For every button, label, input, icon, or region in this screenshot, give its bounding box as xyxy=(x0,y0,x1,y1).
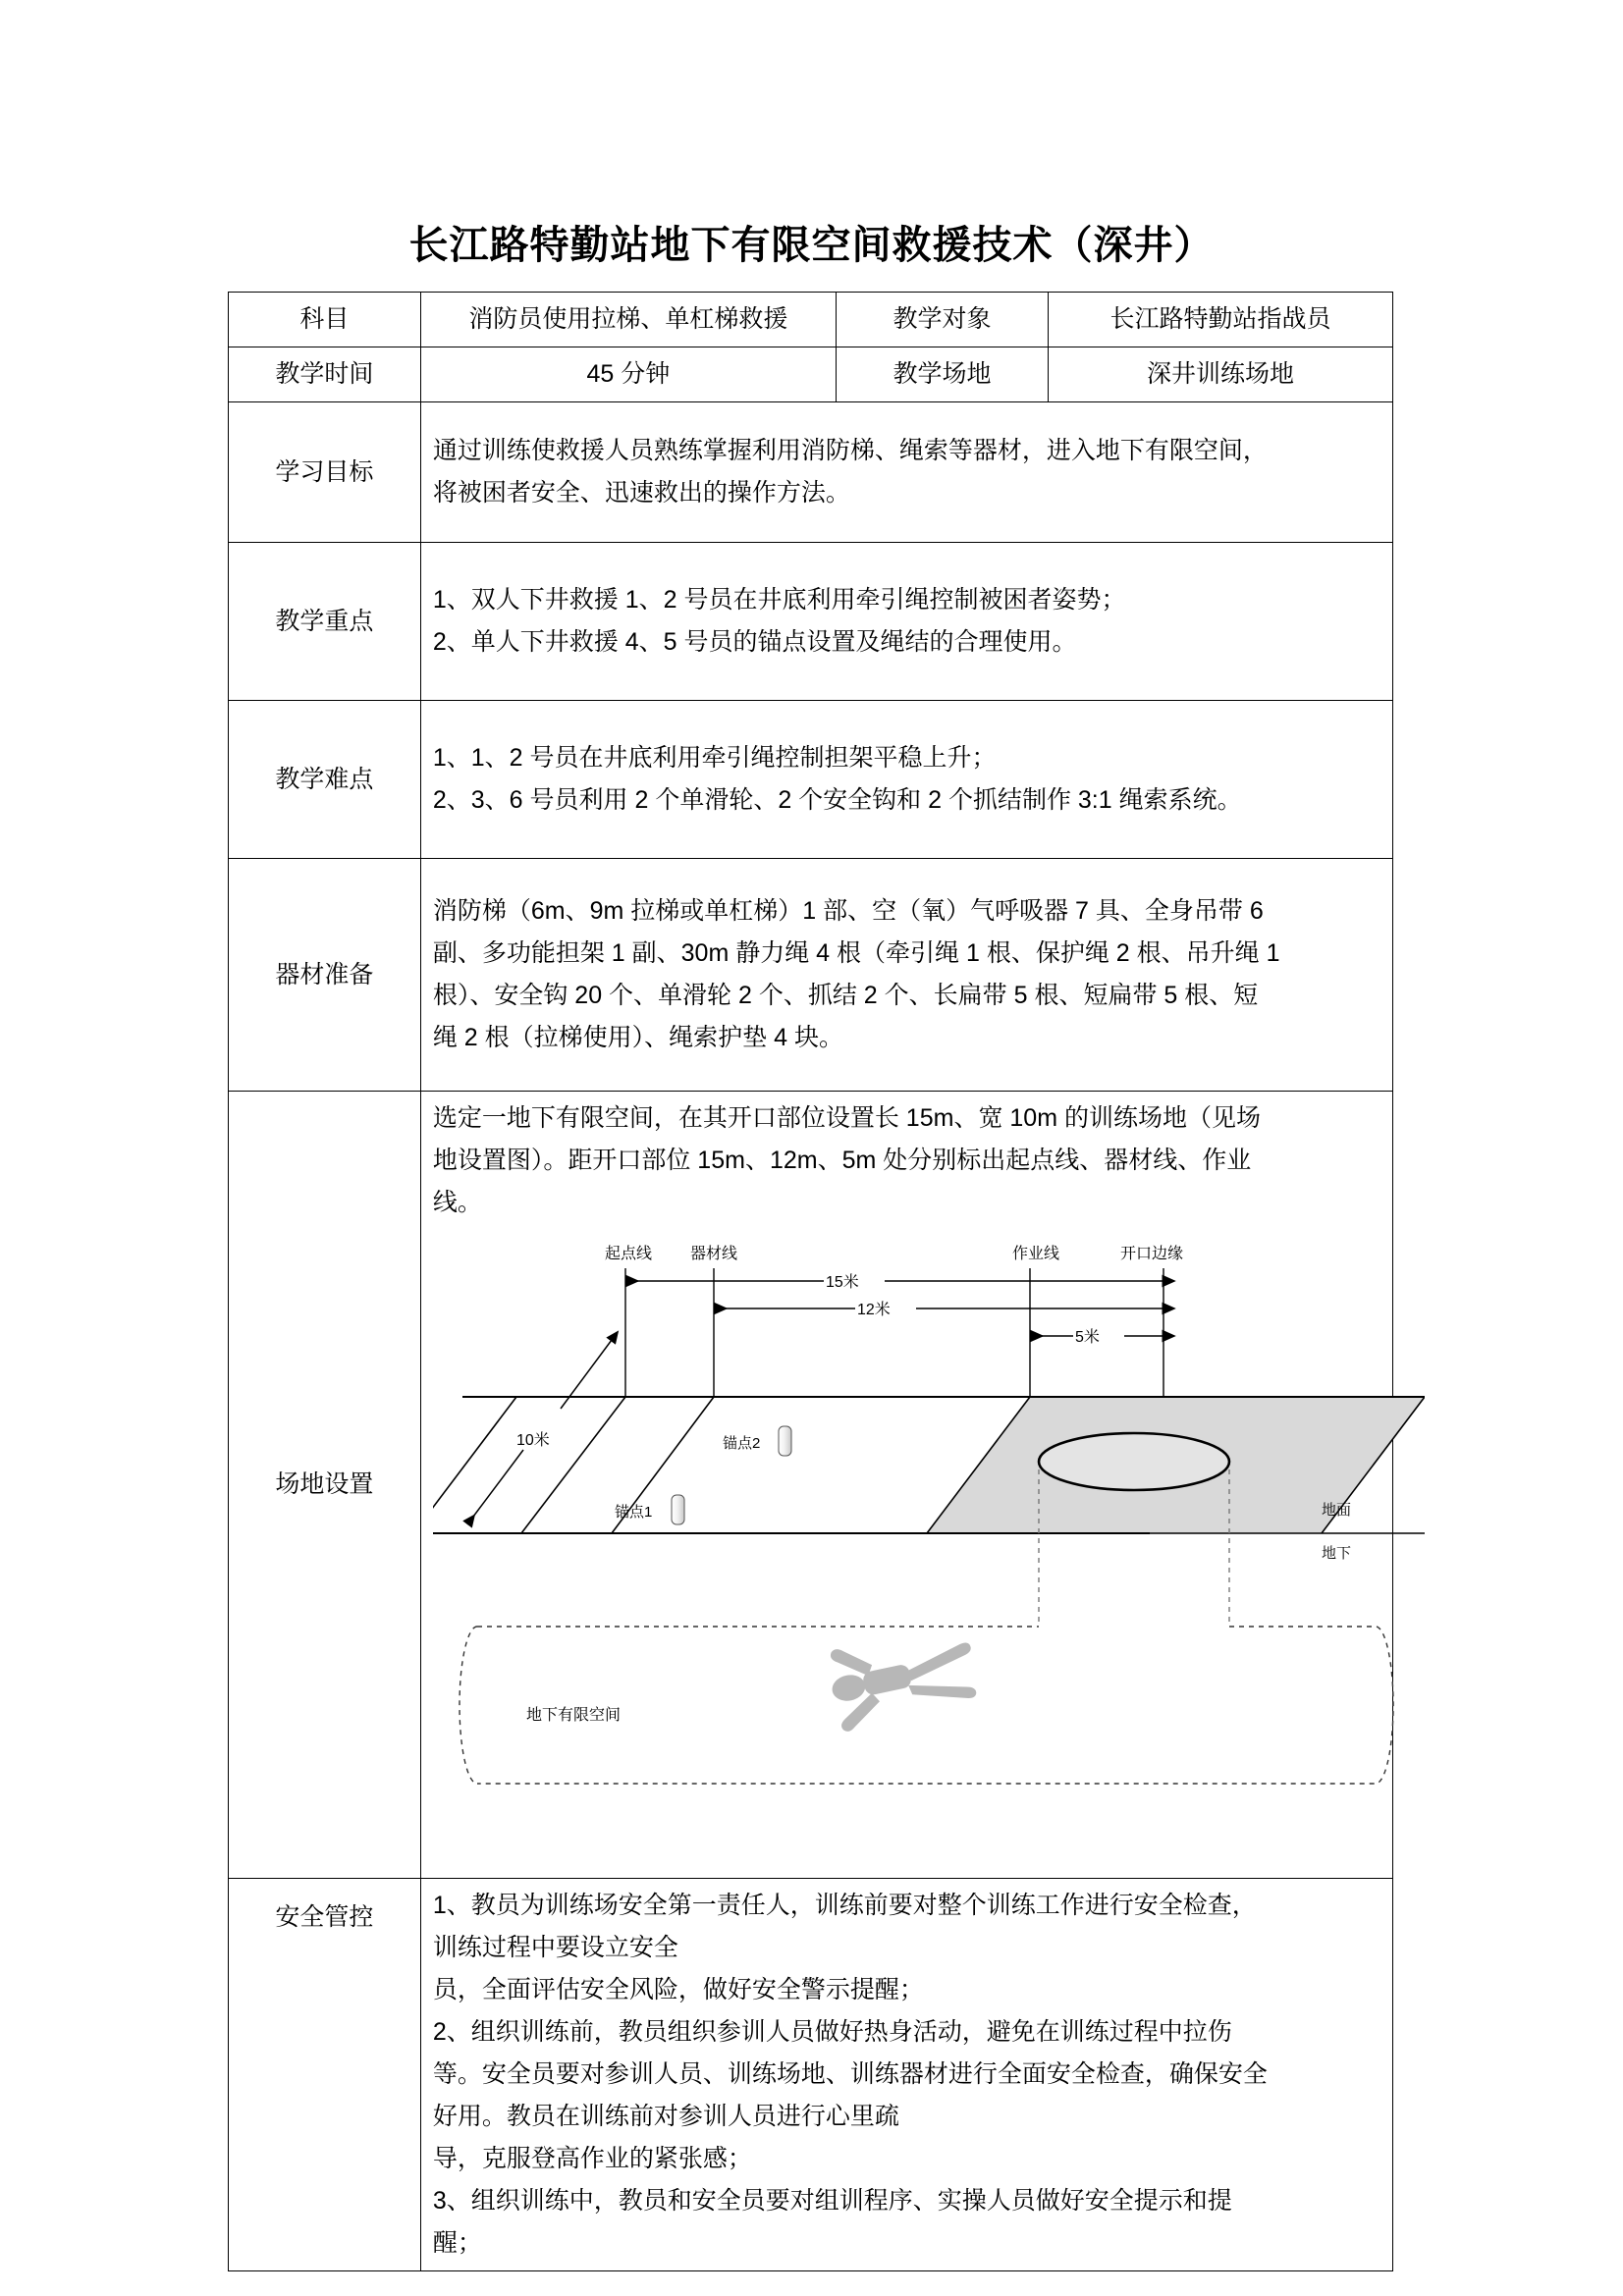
field-line-1 xyxy=(433,1397,516,1533)
label-objective: 学习目标 xyxy=(229,402,421,543)
value-safety xyxy=(420,1879,1392,2271)
table-row-safety xyxy=(229,1879,1393,2271)
safety-line-7: 导，克服登高作业的紧张感； xyxy=(432,2145,752,2172)
diagram-label-work-line: 作业线 xyxy=(1011,1246,1059,1262)
field-line-2 xyxy=(521,1397,625,1533)
table-row-equipment xyxy=(229,859,1393,1092)
underground-tunnel xyxy=(460,1627,1393,1784)
page-title: 长江路特勤站地下有限空间救援技术（深井） xyxy=(408,224,1215,267)
dimension-15m xyxy=(625,1273,1163,1291)
label-key-points: 教学重点 xyxy=(229,543,421,701)
anchor-point-2 xyxy=(723,1426,791,1456)
label-equipment: 器材准备 xyxy=(229,859,421,1092)
table-row-site-setup xyxy=(229,1092,1393,1879)
site-setup-diagram xyxy=(433,1234,1380,1872)
anchor-point-1 xyxy=(615,1495,684,1524)
key-point-line-1: 1、双人下井救援 1、2 号员在井底利用牵引绳控制被困者姿势； xyxy=(432,586,1126,614)
diagram-label-opening-edge: 开口边缘 xyxy=(1119,1246,1183,1262)
equipment-line-3: 根）、安全钩 20 个、单滑轮 2 个、抓结 2 个、长扁带 5 根、短扁带 5 根、短 xyxy=(432,982,1259,1009)
equipment-line-4: 绳 2 根（拉梯使用）、绳索护垫 4 块。 xyxy=(432,1024,843,1051)
site-line-3: 线。 xyxy=(432,1189,482,1216)
site-line-1: 选定一地下有限空间，在其开口部位设置长 15m、宽 10m 的训练场地（见场 xyxy=(432,1104,1261,1132)
safety-line-5: 等。安全员要对参训人员、训练场地、训练器材进行全面安全检查，确保安全 xyxy=(432,2060,1268,2088)
dimension-5m-label: 5米 xyxy=(1074,1329,1100,1346)
shaft-opening-ellipse xyxy=(1039,1433,1229,1490)
anchor-2-icon xyxy=(779,1426,791,1456)
value-difficulties xyxy=(420,701,1392,859)
equipment-line-1: 消防梯（6m、9m 拉梯或单杠梯）1 部、空（氧）气呼吸器 7 具、全身吊带 6 xyxy=(432,897,1264,925)
value-objective xyxy=(420,402,1392,543)
victim-figure xyxy=(824,1622,982,1733)
label-venue: 教学场地 xyxy=(836,347,1048,402)
key-point-line-2: 2、单人下井救援 4、5 号员的锚点设置及绳结的合理使用。 xyxy=(432,628,1077,656)
label-difficulties: 教学难点 xyxy=(229,701,421,859)
diagram-label-start-line: 起点线 xyxy=(604,1246,652,1262)
dimension-5m xyxy=(1030,1328,1163,1346)
table-row-key-points xyxy=(229,543,1393,701)
dimension-15m-label: 15米 xyxy=(825,1274,859,1291)
value-key-points xyxy=(420,543,1392,701)
anchor-2-label: 锚点2 xyxy=(722,1435,761,1452)
difficulty-line-1: 1、1、2 号员在井底利用牵引绳控制担架平稳上升； xyxy=(432,744,997,772)
label-safety: 安全管控 xyxy=(229,1879,421,2271)
label-subject: 科目 xyxy=(229,293,421,347)
lesson-plan-table xyxy=(228,292,1393,2271)
safety-line-2: 训练过程中要设立安全 xyxy=(432,1934,678,1961)
label-audience: 教学对象 xyxy=(836,293,1048,347)
table-row-difficulties xyxy=(229,701,1393,859)
diagram-label-equipment-line: 器材线 xyxy=(689,1246,737,1262)
label-ground-surface: 地面 xyxy=(1321,1502,1351,1519)
label-site-setup: 场地设置 xyxy=(229,1092,421,1879)
dimension-12m-label: 12米 xyxy=(856,1302,891,1318)
value-venue: 深井训练场地 xyxy=(1049,347,1393,402)
safety-line-8: 3、组织训练中，教员和安全员要对组训程序、实操人员做好安全提示和提 xyxy=(432,2187,1232,2215)
safety-line-9: 醒； xyxy=(432,2229,482,2257)
value-site-setup xyxy=(420,1092,1392,1879)
value-audience: 长江路特勤站指战员 xyxy=(1049,293,1393,347)
safety-line-3: 员，全面评估安全风险，做好安全警示提醒； xyxy=(432,1976,924,2003)
anchor-1-label: 锚点1 xyxy=(614,1504,653,1521)
table-row-subject xyxy=(229,293,1393,347)
value-subject: 消防员使用拉梯、单杠梯救援 xyxy=(420,293,836,347)
label-confined-space: 地下有限空间 xyxy=(525,1707,621,1724)
safety-line-1: 1、教员为训练场安全第一责任人，训练前要对整个训练工作进行安全检查， xyxy=(432,1892,1257,1919)
equipment-line-2: 副、多功能担架 1 副、30m 静力绳 4 根（牵引绳 1 根、保护绳 2 根、吊升绳 1 xyxy=(432,939,1280,967)
label-underground: 地下 xyxy=(1321,1545,1351,1562)
label-time: 教学时间 xyxy=(229,347,421,402)
objective-line-1: 通过训练使救援人员熟练掌握利用消防梯、绳索等器材，进入地下有限空间， xyxy=(432,437,1268,464)
value-equipment xyxy=(420,859,1392,1092)
table-row-objective xyxy=(229,402,1393,543)
dimension-10m-label: 10米 xyxy=(515,1432,550,1449)
table-row-time xyxy=(229,347,1393,402)
anchor-1-icon xyxy=(672,1495,684,1524)
difficulty-line-2: 2、3、6 号员利用 2 个单滑轮、2 个安全钩和 2 个抓结制作 3:1 绳索系统。 xyxy=(432,786,1242,814)
site-line-2: 地设置图）。距开口部位 15m、12m、5m 处分别标出起点线、器材线、作业 xyxy=(432,1147,1252,1174)
dimension-12m xyxy=(714,1301,1163,1318)
safety-line-6: 好用。教员在训练前对参训人员进行心里疏 xyxy=(432,2103,899,2130)
safety-line-4: 2、组织训练前，教员组织参训人员做好热身活动，避免在训练过程中拉伤 xyxy=(432,2018,1232,2046)
value-time: 45 分钟 xyxy=(420,347,836,402)
objective-line-2: 将被困者安全、迅速救出的操作方法。 xyxy=(432,479,850,507)
